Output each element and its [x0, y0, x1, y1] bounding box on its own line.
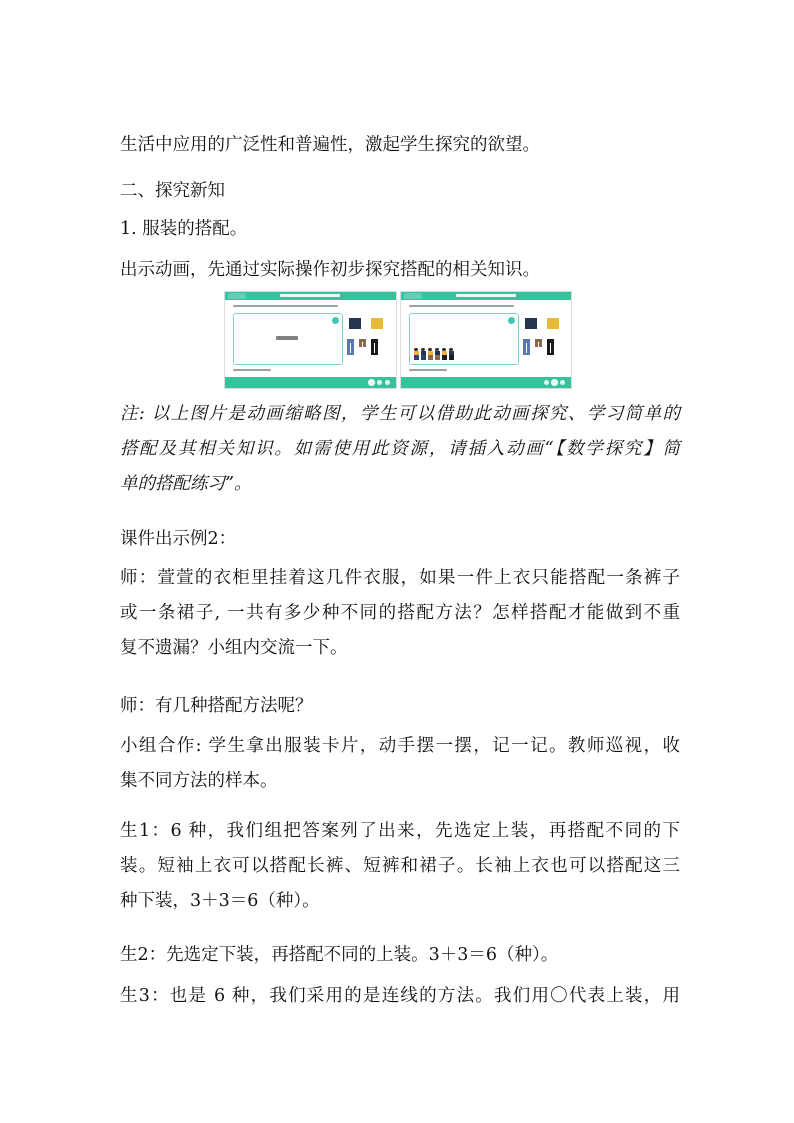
pager: [544, 380, 565, 385]
hint-text-bar: [276, 336, 298, 340]
person-icon: [421, 348, 426, 360]
text-line: 1. 服装的搭配。: [120, 219, 248, 239]
paragraph-student-1: [120, 814, 680, 919]
text-line: 课件出示例2：: [120, 529, 237, 549]
paragraph-teacher-ask: [120, 689, 680, 724]
paragraph-intro-end: [120, 128, 680, 163]
navy-shirt-icon: [525, 318, 537, 329]
panel-title-bar: [280, 294, 340, 297]
black-pants-icon: [371, 339, 378, 355]
outfit-figures: [414, 348, 454, 360]
refresh-icon: [508, 317, 515, 324]
pager-dot: [369, 380, 374, 385]
section-heading: [120, 174, 680, 209]
panel-title-bar: [456, 294, 516, 297]
yellow-shirt-icon: [371, 318, 383, 329]
panel-tag: [228, 293, 246, 299]
text-line: 小组合作: 学生拿出服装卡片，动手摆一摆，记一记。教师巡视，收: [120, 736, 680, 756]
navy-shirt-icon: [349, 318, 361, 329]
person-icon: [414, 348, 419, 360]
person-icon: [442, 348, 447, 360]
pager-dot: [377, 380, 382, 385]
pants-group: [347, 339, 378, 355]
shorts-icon: [359, 339, 366, 347]
panel-tag: [404, 293, 422, 299]
panel-footer: [225, 377, 396, 388]
panel-header: [225, 292, 396, 300]
question-text-bar: [233, 305, 338, 307]
panel-header: [401, 292, 572, 300]
note-paragraph: [120, 397, 680, 502]
work-area: [409, 313, 519, 365]
text-line: 单的搭配练习”。: [120, 474, 252, 494]
panel-footer: [401, 377, 572, 388]
paragraph-group-work: [120, 729, 680, 799]
paragraph-animation-intro: [120, 253, 680, 288]
subsection-heading: [120, 212, 680, 247]
question-text-bar: [409, 305, 514, 307]
paragraph-student-3: [120, 979, 680, 1014]
text-line: 复不遗漏？小组内交流一下。: [120, 638, 348, 658]
pager: [369, 380, 390, 385]
shirt-group: [525, 318, 559, 329]
text-line: 生2：先选定下装，再搭配不同的上装。3＋3＝6（种）。: [120, 945, 559, 965]
text-line: 或一条裙子, 一共有多少种不同的搭配方法？怎样搭配才能做到不重: [120, 603, 680, 623]
panel-right: [400, 291, 573, 389]
text-line: 二、探究新知: [120, 181, 225, 201]
text-line: 出示动画，先通过实际操作初步探究搭配的相关知识。: [120, 260, 540, 280]
text-line: 生3：也是 6 种，我们采用的是连线的方法。我们用〇代表上装，用: [120, 986, 680, 1006]
yellow-shirt-icon: [547, 318, 559, 329]
refresh-icon: [332, 317, 339, 324]
text-line: 装。短袖上衣可以搭配长裤、短裤和裙子。长袖上衣也可以搭配这三: [120, 856, 680, 876]
paragraph-teacher-question: [120, 561, 680, 666]
answer-text-bar: [233, 369, 271, 371]
work-area: [233, 313, 343, 365]
person-icon: [435, 348, 440, 360]
text-line: 生活中应用的广泛性和普遍性，激起学生探究的欲望。: [120, 135, 540, 155]
pager-dot: [544, 380, 549, 385]
pager-dot: [385, 380, 390, 385]
jeans-icon: [523, 339, 530, 355]
text-line: 生1：6 种，我们组把答案列了出来，先选定上装，再搭配不同的下: [120, 821, 680, 841]
person-icon: [449, 348, 454, 360]
panel-left: [224, 291, 397, 389]
text-line: 师：萱萱的衣柜里挂着这几件衣服，如果一件上衣只能搭配一条裤子: [120, 568, 680, 588]
shirt-group: [349, 318, 383, 329]
pants-group: [523, 339, 554, 355]
person-icon: [428, 348, 433, 360]
answer-text-bar: [409, 369, 447, 371]
shorts-icon: [535, 339, 542, 347]
text-line: 搭配及其相关知识。如需使用此资源，请插入动画“【数学探究】简: [120, 439, 680, 459]
text-line: 注: 以上图片是动画缩略图，学生可以借助此动画探究、学习简单的: [120, 404, 680, 424]
paragraph-example: [120, 522, 680, 557]
text-line: 师：有几种搭配方法呢？: [120, 696, 313, 716]
pager-dot: [552, 380, 557, 385]
black-pants-icon: [547, 339, 554, 355]
jeans-icon: [347, 339, 354, 355]
text-line: 种下装，3＋3＝6（种）。: [120, 891, 320, 911]
animation-thumbnail: [224, 291, 572, 389]
pager-dot: [560, 380, 565, 385]
text-line: 集不同方法的样本。: [120, 771, 278, 791]
paragraph-student-2: [120, 938, 680, 973]
